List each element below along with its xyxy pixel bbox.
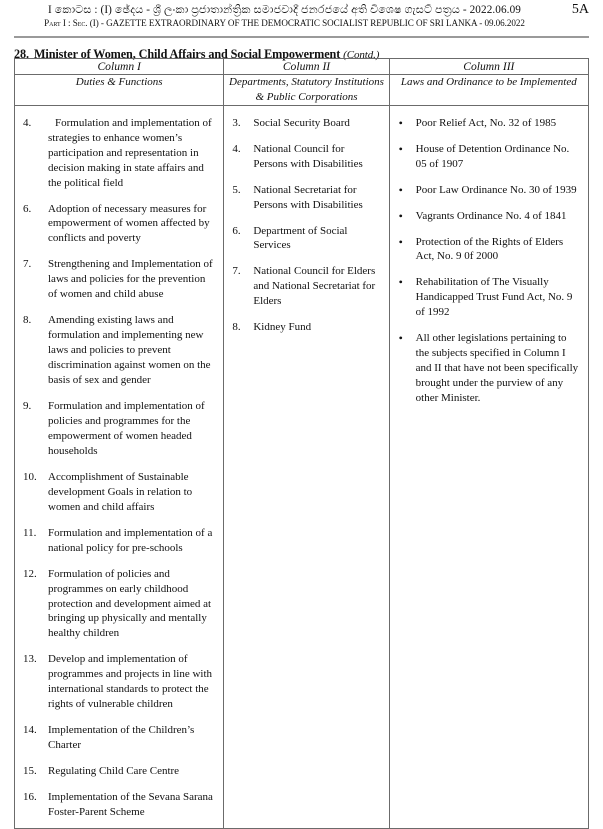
section-number: 28. <box>14 46 29 61</box>
header-english-line: Part I : Sec. (I) - GAZETTE EXTRAORDINARY OF THE DEMOCRATIC SOCIALIST REPUBLIC OF SRI LANKA - 09.06.2022 <box>44 18 525 28</box>
list-item-number: 13. <box>23 653 37 666</box>
list-item-text: Poor Law Ordinance No. 30 of 1939 <box>415 183 577 196</box>
list-item-number: 15. <box>23 765 37 778</box>
list-item-text: Strengthening and Implementation of laws and policies for the prevention of women and child abuse <box>48 258 213 301</box>
list-item <box>395 209 583 224</box>
list-item-text: Poor Relief Act, No. 32 of 1985 <box>415 116 557 129</box>
bullet-icon: • <box>398 275 403 290</box>
bullet-icon: • <box>398 208 403 223</box>
list-item-text: Department of Social Services <box>253 224 348 252</box>
bullet-icon: • <box>398 115 403 130</box>
list-item <box>229 116 383 131</box>
list-item <box>395 235 583 265</box>
page-number: 5A <box>571 2 589 17</box>
table-subheader-row <box>15 75 589 105</box>
list-item-text: Develop and implementation of programmes and projects in line with international standards to protect the rights of vulnerable children <box>48 653 213 711</box>
list-item-text: Regulating Child Care Centre <box>48 765 180 778</box>
list-item-number: 9. <box>23 400 32 413</box>
list-item <box>20 399 218 459</box>
list-item <box>20 567 218 642</box>
list-item-text: Protection of the Rights of Elders Act, No. 9 0f 2000 <box>415 235 564 263</box>
column-2-cell <box>224 105 389 828</box>
list-item <box>395 183 583 198</box>
header-sinhala-line: I කොටස : (I) ඡේදය - ශ්‍රී ලංකා ප්‍රජාතාන්ත්‍රික සමාජවාදී ජනරජයේ අති විශෙෂ ගැසට් පත්‍රය - 2022.06.09 <box>48 4 521 16</box>
list-item <box>20 723 218 753</box>
list-item-number: 12. <box>23 567 37 580</box>
list-item-text: House of Detention Ordinance No. 05 of 1907 <box>415 142 570 170</box>
list-item <box>20 790 218 820</box>
list-item-text: Implementation of the Sevana Sarana Foster-Parent Scheme <box>48 791 213 818</box>
list-item-number: 16. <box>23 791 37 804</box>
bullet-icon: • <box>398 182 403 197</box>
list-item-text: Formulation and implementation of strategies to enhance women’s participation and representation in decision making in state affairs and the political field <box>48 116 212 189</box>
column-header-2: Column II <box>224 59 389 75</box>
header-divider <box>14 36 589 38</box>
list-item <box>20 202 218 247</box>
list-item <box>20 116 218 191</box>
bullet-icon: • <box>398 331 403 346</box>
list-item-number: 4. <box>232 142 241 155</box>
column-3-cell <box>389 105 588 828</box>
list-item <box>229 320 383 335</box>
list-item-text: Formulation and implementation of policies and programmes for the empowerment of women headed households <box>48 400 205 457</box>
list-item-text: Adoption of necessary measures for empowerment of women affected by conflicts and poverty <box>48 202 210 245</box>
list-item <box>395 275 583 320</box>
list-item-text: Formulation of policies and programmes on early childhood protection and development aimed at bringing up physically and mentally healthy children <box>48 567 212 640</box>
bullet-icon: • <box>398 234 403 249</box>
list-item-number: 7. <box>232 265 241 278</box>
column-1-cell <box>15 105 224 828</box>
laws-and-ordinance-list <box>390 106 588 414</box>
list-item <box>229 142 383 172</box>
list-item <box>229 224 383 254</box>
list-item-text: Kidney Fund <box>253 321 312 334</box>
list-item-text: Formulation and implementation of a national policy for pre-schools <box>48 526 213 554</box>
list-item <box>395 142 583 172</box>
table-body-row <box>15 105 589 828</box>
list-item <box>20 313 218 388</box>
list-item <box>20 526 218 556</box>
list-item-text: Social Security Board <box>253 116 350 129</box>
list-item-number: 14. <box>23 724 37 737</box>
list-item-text: National Council for Elders and National Secretariat for Elders <box>253 265 376 308</box>
list-item <box>20 257 218 302</box>
list-item-number: 8. <box>23 314 32 327</box>
section-title-text: Minister of Women, Child Affairs and Social Empowerment <box>34 46 341 61</box>
column-subheader-3: Laws and Ordinance to be Implemented <box>389 75 588 105</box>
list-item-text: All other legislations pertaining to the subjects specified in Column I and II that have not been specifically brought under the purview of any other Minister. <box>415 332 579 405</box>
duties-and-functions-list <box>15 106 223 828</box>
list-item-number: 3. <box>232 116 241 129</box>
list-item <box>20 764 218 779</box>
list-item-text: Amending existing laws and formulation and implementing new laws and policies to prevent discrimination against women on the basis of sex and gender <box>48 314 211 387</box>
column-subheader-2: Departments, Statutory Institutions & Public Corporations <box>224 75 389 105</box>
bullet-icon: • <box>398 141 403 156</box>
list-item-number: 4. <box>23 116 32 129</box>
gazette-table <box>14 58 589 829</box>
list-item <box>20 652 218 712</box>
list-item-text: Implementation of the Children’s Charter <box>48 724 195 752</box>
list-item <box>229 183 383 213</box>
list-item-text: Rehabilitation of The Visually Handicapped Trust Fund Act, No. 9 of 1992 <box>415 276 573 319</box>
departments-institutions-list <box>224 106 388 343</box>
column-header-3: Column III <box>389 59 588 75</box>
list-item-number: 6. <box>23 202 32 215</box>
list-item-text: National Secretariat for Persons with Disabilities <box>253 183 363 211</box>
list-item-number: 11. <box>23 526 37 539</box>
list-item <box>20 470 218 515</box>
list-item <box>395 331 583 406</box>
list-item <box>229 264 383 309</box>
running-header <box>0 0 603 30</box>
list-item-text: Accomplishment of Sustainable development Goals in relation to women and child affairs <box>48 470 193 513</box>
list-item-number: 7. <box>23 258 32 271</box>
list-item-number: 5. <box>232 183 241 196</box>
table-header-row <box>15 59 589 75</box>
list-item-text: National Council for Persons with Disabilities <box>253 142 363 170</box>
list-item-text: Vagrants Ordinance No. 4 of 1841 <box>415 209 567 222</box>
list-item-number: 8. <box>232 321 241 334</box>
list-item <box>395 116 583 131</box>
column-subheader-1: Duties & Functions <box>15 75 224 105</box>
section-contd-marker: (Contd.) <box>343 48 380 61</box>
list-item-number: 6. <box>232 224 241 237</box>
list-item-number: 10. <box>23 470 37 483</box>
column-header-1: Column I <box>15 59 224 75</box>
